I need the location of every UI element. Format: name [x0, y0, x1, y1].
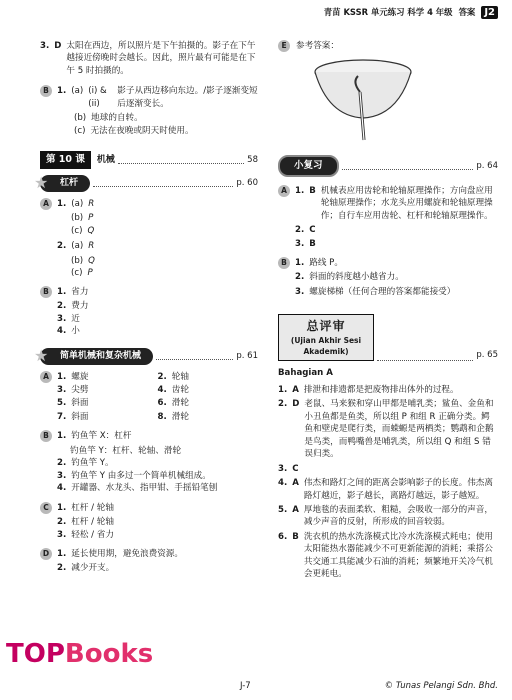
- list-item: 3. C: [278, 463, 299, 474]
- answer-text: 太阳在西边，所以照片是下午拍摄的。影子在下午越接近傍晚时会越长。因此，照片最有可能是在下午 5 时拍摄的。: [66, 41, 256, 76]
- machines-b-1: B 1. 钓鱼竿 X：杠杆: [40, 430, 258, 442]
- part-label: (b): [71, 213, 84, 224]
- answer-text: 小: [71, 326, 80, 337]
- list-item: 5. A 厚地毯的表面柔软、粗糙，会吸收一部分的声音，减少声音的反射，所形成的回音较弱。: [278, 504, 493, 528]
- answer-text: 轻松 / 省力: [71, 529, 114, 540]
- lever-b-1: [40, 286, 258, 298]
- section-a-tag: A: [40, 198, 52, 210]
- lever-banner: [34, 172, 258, 192]
- answer-text: 减少开支。: [71, 563, 115, 574]
- list-item: 2. D 老鼠、马来猴和穿山甲都是哺乳类；鲨鱼、金鱼和小丑鱼都是鱼类，所以组 P 和组 R 正确分类。鳄鱼和壁虎是爬行类，而蝾螈是两栖类；鹦鹉和企鹅是鸟类，而鸭嘴兽是哺乳类，所以组 Q 和组 S 错误归类。: [278, 399, 494, 460]
- review-a-2: 2. C: [295, 225, 316, 236]
- page-badge: J2: [481, 6, 498, 19]
- machines-b-2: 2. 钓鱼竿 Y。: [57, 458, 114, 469]
- machines-banner: [34, 345, 258, 365]
- list-item: 8. 滑轮: [157, 411, 189, 422]
- part-label: (c): [71, 268, 83, 279]
- review-heading: [278, 155, 498, 177]
- review-title: 小复习: [278, 155, 339, 177]
- machines-page: p. 61: [236, 350, 258, 361]
- review-page: p. 64: [476, 160, 498, 171]
- reference-answer-label: 参考答案：: [296, 41, 339, 51]
- question-number: 3.: [57, 313, 67, 324]
- answer-text: 地球的自转。: [91, 113, 143, 124]
- part-label: (a): [71, 198, 84, 209]
- lever-title-pill: [34, 172, 90, 192]
- section-b-tag: B: [40, 85, 52, 97]
- answer-value: Q: [88, 255, 95, 266]
- answer-value: R: [88, 241, 95, 252]
- lever-title: 杠杆: [60, 177, 79, 188]
- list-item: 1. 螺旋: [57, 371, 89, 382]
- machines-c-2: 2. 杠杆 / 轮轴: [57, 517, 114, 528]
- answer-text: 钓鱼竿 Y 由多过一个简单机械组成。: [71, 470, 211, 481]
- part-c: [74, 125, 258, 137]
- lesson-heading: [40, 151, 258, 169]
- answer-text: 影子从西边移向东边。/影子逐渐变短后逐渐变长。: [117, 86, 258, 109]
- lever-a-q1: [40, 198, 258, 210]
- evaluation-page: p. 65: [476, 350, 498, 361]
- evaluation-title: 总评审: [306, 319, 346, 334]
- review-a-3: 3. B: [295, 239, 316, 250]
- machines-title-pill: [34, 345, 153, 365]
- star-icon: ★: [34, 172, 49, 192]
- answer-text: 螺旋梯梯（任何合理的答案都能接受）: [309, 286, 456, 297]
- dot-leader: [93, 179, 233, 187]
- answer-text: 延长使用期，避免浪费资源。: [71, 549, 183, 559]
- question-number: 3.: [40, 41, 50, 51]
- review-b-1: B 1. 路线 P。: [278, 257, 498, 269]
- question-number: 2.: [57, 301, 67, 312]
- lesson-page: 58: [247, 154, 258, 165]
- left-column: [34, 40, 258, 575]
- machines-b-4: 4. 开罐器、水龙头、指甲钳、手摇铅笔刨: [57, 483, 218, 494]
- answer-text: 路线 P。: [309, 257, 343, 268]
- part-label: (c): [71, 225, 83, 236]
- lever-b-4: [57, 325, 258, 337]
- topbooks-logo: [6, 636, 153, 674]
- answer-text: 省力: [71, 286, 89, 297]
- question-number: 1.: [57, 286, 67, 297]
- bowl-spoon-illustration: [308, 52, 418, 142]
- publisher-credit: © Tunas Pelangi Sdn. Bhd.: [384, 681, 498, 691]
- section-d-tag: D: [40, 548, 52, 560]
- question-number: 1.: [57, 198, 67, 209]
- answer-value: R: [88, 198, 95, 209]
- review-b-3: 3. 螺旋梯梯（任何合理的答案都能接受）: [295, 286, 498, 298]
- dot-leader: [118, 156, 244, 164]
- answer-letter: D: [54, 41, 62, 51]
- question-number: 1.: [57, 86, 67, 97]
- answer-value: P: [88, 213, 94, 224]
- lever-b-3: [57, 313, 258, 325]
- lever-a-q1-b: [71, 212, 258, 224]
- section-e-tag: E: [278, 40, 290, 52]
- section-c-tag: C: [40, 502, 52, 514]
- lever-a-q2-b: [71, 255, 258, 267]
- evaluation-subtitle: (Ujian Akhir Sesi Akademik): [290, 335, 362, 356]
- review-a-1: A 1. B 机械表应用齿轮和轮轴原理操作；方向盘应用轮轴原理操作；水龙头应用螺旋和轮轴原理操作；自行车应用齿轮、杠杆和轮轴原理操作。: [278, 185, 498, 222]
- answer-value: Q: [87, 225, 95, 236]
- answer-text: 机械表应用齿轮和轮轴原理操作；方向盘应用轮轴原理操作；水龙头应用螺旋和轮轴原理操作；自行车应用齿轮、杠杆和轮轴原理操作。: [320, 185, 493, 221]
- list-item: 5. 斜面: [57, 398, 89, 409]
- part-b: [74, 112, 258, 124]
- machines-b-1b: [70, 445, 258, 457]
- answer-text: 钓鱼竿 Y。: [71, 458, 114, 469]
- machines-d-1: D 1. 延长使用期，避免浪费资源。: [40, 548, 258, 560]
- answer-text: 杠杆 / 轮轴: [71, 517, 114, 528]
- answer-text: 钓鱼竿 X：杠杆: [71, 431, 132, 442]
- lever-a-q2-c: [71, 267, 258, 279]
- answer-text: 无法在夜晚或阴天时使用。: [90, 125, 194, 136]
- answer-text: 开罐器、水龙头、指甲钳、手摇铅笔刨: [71, 483, 218, 494]
- question-3: [40, 40, 258, 77]
- machines-title: 简单机械和复杂机械: [60, 350, 142, 361]
- lesson-title: 机械: [96, 154, 115, 165]
- list-item: 4. 齿轮: [157, 385, 189, 396]
- logo-part-b: Books: [64, 639, 154, 669]
- machines-d-2: 2. 减少开支。: [57, 563, 115, 574]
- list-item: 3. 尖劈: [57, 385, 89, 396]
- list-item: 4. A 伟杰和路灯之间的距离会影响影子的长度。伟杰离路灯越近，影子越长，离路灯越远，影子越短。: [278, 478, 493, 501]
- dot-leader: [377, 353, 473, 361]
- lesson-number: 第 10 课: [40, 151, 91, 169]
- lever-page: p. 60: [236, 178, 258, 189]
- review-b-2: 2. 斜面的斜度越小越省力。: [295, 271, 498, 283]
- part-label: (b): [71, 255, 84, 266]
- answer-label: 答案: [458, 7, 476, 18]
- evaluation-heading: [278, 310, 498, 361]
- star-icon: ★: [34, 345, 49, 365]
- evaluation-box: [278, 314, 374, 361]
- machines-section-a: [40, 371, 258, 424]
- part-label: (a): [71, 86, 84, 97]
- question-number: 4.: [57, 326, 67, 337]
- section-b-tag: B: [40, 286, 52, 298]
- logo-part-a: TOP: [6, 639, 65, 669]
- answer-text: 杠杆 / 轮轴: [71, 502, 114, 513]
- section-a-tag: A: [40, 371, 52, 383]
- section-e: [278, 40, 498, 52]
- machines-c-3: 3. 轻松 / 省力: [57, 529, 114, 540]
- answer-value: P: [87, 268, 93, 279]
- part-label: (b): [74, 113, 87, 124]
- machines-b-3: 3. 钓鱼竿 Y 由多过一个简单机械组成。: [57, 470, 211, 481]
- dot-leader: [156, 352, 233, 360]
- part-label: (c): [74, 125, 86, 136]
- dot-leader: [342, 162, 474, 170]
- book-title: 青苗 KSSR 单元练习 科学 4 年级: [323, 7, 453, 18]
- answer-text: 钓鱼竿 Y：杠杆、轮轴、滑轮: [70, 445, 182, 456]
- page-code: J-7: [240, 681, 251, 691]
- answer-text: 费力: [71, 301, 89, 312]
- list-item: 2. 轮轴: [157, 371, 189, 382]
- machines-c-1: C 1. 杠杆 / 轮轴: [40, 502, 258, 514]
- answer-text: 斜面的斜度越小越省力。: [309, 272, 404, 283]
- machines-a-grid: [57, 371, 258, 424]
- answer-text: 近: [71, 313, 80, 324]
- list-item: 6. 滑轮: [157, 398, 189, 409]
- lever-b-2: [57, 300, 258, 312]
- section-a-tag: A: [278, 185, 290, 197]
- section-b-q1: [40, 85, 258, 110]
- part-label: (i) & (ii): [88, 86, 107, 109]
- lever-a-q2: [57, 240, 258, 252]
- right-column: [278, 40, 498, 583]
- list-item: 6. B 洗衣机的热水洗涤模式比冷水洗涤模式耗电；使用太阳能热水器能减少不可更新能源的消耗；乘搭公共交通工具能减少石油的消耗；频繁地开关冷气机会更耗电。: [278, 531, 493, 580]
- list-item: 7. 斜面: [57, 411, 89, 422]
- bahagian-heading: Bahagian A: [278, 368, 333, 379]
- list-item: 1. A 排泄和排遗都是把废物排出体外的过程。: [278, 384, 459, 395]
- question-number: 2.: [57, 241, 67, 252]
- section-b-tag: B: [278, 257, 290, 269]
- lever-a-q1-c: [71, 225, 258, 237]
- page-header: [324, 6, 498, 19]
- section-b-tag: B: [40, 430, 52, 442]
- part-label: (a): [71, 241, 84, 252]
